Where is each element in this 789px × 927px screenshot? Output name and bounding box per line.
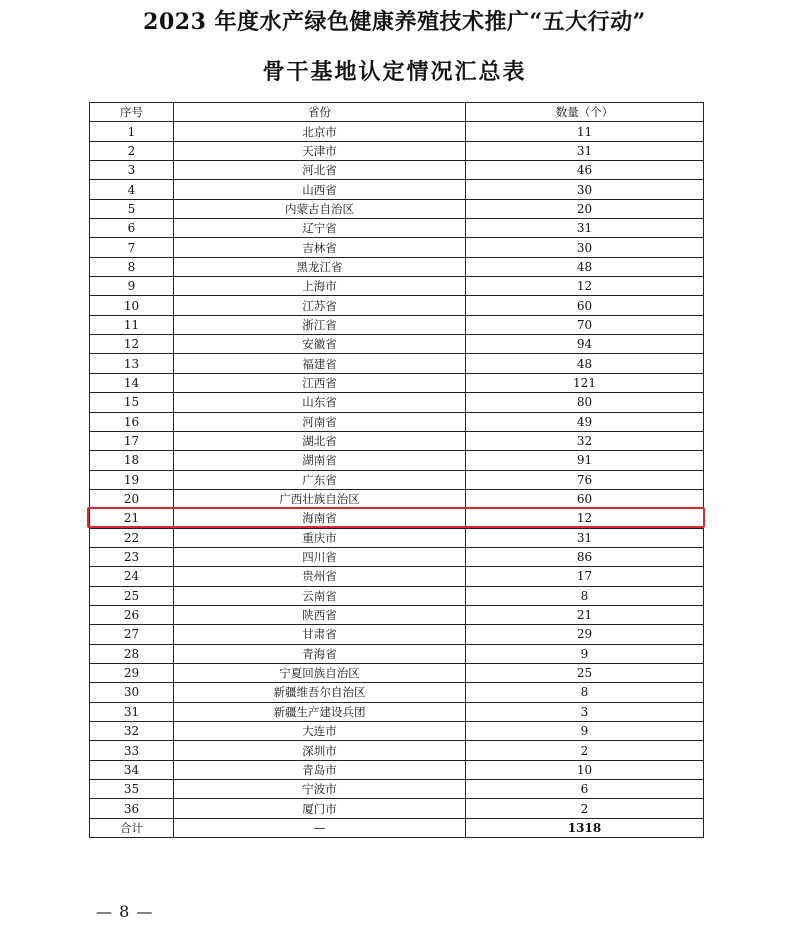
table-row [90,412,704,431]
row-number-cell: 16 [90,412,174,431]
table-row [90,780,704,799]
table-row [90,393,704,412]
count-cell: 31 [466,219,704,238]
count-cell: 49 [466,412,704,431]
row-number-cell: 8 [90,257,174,276]
count-cell: 48 [466,257,704,276]
province-cell: 北京市 [174,122,466,141]
count-cell: 25 [466,663,704,682]
table-row [90,238,704,257]
row-number-cell: 2 [90,141,174,160]
province-cell: 辽宁省 [174,219,466,238]
table-row [90,277,704,296]
count-cell: 70 [466,315,704,334]
count-cell: 60 [466,489,704,508]
row-number-cell: 33 [90,741,174,760]
row-number-cell: 22 [90,528,174,547]
province-cell: 陕西省 [174,605,466,624]
row-number-cell: 10 [90,296,174,315]
table-row [90,663,704,682]
summary-table [89,102,704,838]
table-row [90,219,704,238]
table-row [90,586,704,605]
row-number-cell: 24 [90,567,174,586]
province-cell: 河南省 [174,412,466,431]
province-cell: 天津市 [174,141,466,160]
table-row [90,547,704,566]
row-number-cell: 35 [90,780,174,799]
province-cell: 大连市 [174,722,466,741]
table-row [90,257,704,276]
count-cell: 86 [466,547,704,566]
table-row [90,683,704,702]
table-row [90,470,704,489]
table-row [90,702,704,721]
page-number: — 8 — [96,902,154,921]
table-row [90,161,704,180]
row-number-cell: 32 [90,722,174,741]
province-cell: 深圳市 [174,741,466,760]
province-cell: 江西省 [174,373,466,392]
row-number-cell: 27 [90,625,174,644]
row-number-cell: 4 [90,180,174,199]
row-number-cell: 7 [90,238,174,257]
count-cell: 121 [466,373,704,392]
count-cell: 12 [466,509,704,528]
row-number-cell: 36 [90,799,174,818]
row-number-cell: 23 [90,547,174,566]
table-row [90,199,704,218]
count-cell: 9 [466,644,704,663]
table-total-row [90,818,704,837]
province-cell: 江苏省 [174,296,466,315]
province-cell: 上海市 [174,277,466,296]
table-row [90,489,704,508]
row-number-cell: 18 [90,451,174,470]
row-number-cell: 11 [90,315,174,334]
province-cell: 宁波市 [174,780,466,799]
total-province: — [174,818,466,837]
province-cell: 吉林省 [174,238,466,257]
count-cell: 11 [466,122,704,141]
table-row [90,141,704,160]
province-cell: 内蒙古自治区 [174,199,466,218]
table-row [90,722,704,741]
count-cell: 91 [466,451,704,470]
row-number-cell: 26 [90,605,174,624]
count-cell: 8 [466,586,704,605]
table-row [90,451,704,470]
province-cell: 甘肃省 [174,625,466,644]
header-no: 序号 [90,103,174,122]
row-number-cell: 13 [90,354,174,373]
count-cell: 48 [466,354,704,373]
count-cell: 29 [466,625,704,644]
header-count: 数量（个） [466,103,704,122]
row-number-cell: 9 [90,277,174,296]
table-row [90,180,704,199]
row-number-cell: 14 [90,373,174,392]
row-number-cell: 21 [90,509,174,528]
row-number-cell: 31 [90,702,174,721]
count-cell: 9 [466,722,704,741]
document-title-line2: 骨干基地认定情况汇总表 [262,59,527,85]
province-cell: 福建省 [174,354,466,373]
row-number-cell: 3 [90,161,174,180]
province-cell: 湖南省 [174,451,466,470]
count-cell: 94 [466,335,704,354]
table-row [90,431,704,450]
row-number-cell: 29 [90,663,174,682]
count-cell: 31 [466,141,704,160]
table-row [90,528,704,547]
count-cell: 20 [466,199,704,218]
province-cell: 山东省 [174,393,466,412]
province-cell: 新疆生产建设兵团 [174,702,466,721]
province-cell: 贵州省 [174,567,466,586]
count-cell: 32 [466,431,704,450]
count-cell: 2 [466,741,704,760]
province-cell: 湖北省 [174,431,466,450]
count-cell: 12 [466,277,704,296]
row-number-cell: 25 [90,586,174,605]
table-row [90,625,704,644]
province-cell: 海南省 [174,509,466,528]
province-cell: 山西省 [174,180,466,199]
province-cell: 宁夏回族自治区 [174,663,466,682]
table-row [90,335,704,354]
row-number-cell: 19 [90,470,174,489]
table-row [90,354,704,373]
count-cell: 31 [466,528,704,547]
table-row [90,741,704,760]
table-header-row [90,103,704,122]
count-cell: 10 [466,760,704,779]
count-cell: 76 [466,470,704,489]
count-cell: 6 [466,780,704,799]
province-cell: 厦门市 [174,799,466,818]
document-title-line1: 2023 年度水产绿色健康养殖技术推广“五大行动” [143,9,646,35]
total-count: 1318 [466,818,704,837]
province-cell: 黑龙江省 [174,257,466,276]
table-row [90,799,704,818]
province-cell: 安徽省 [174,335,466,354]
province-cell: 广东省 [174,470,466,489]
table-row [90,644,704,663]
province-cell: 重庆市 [174,528,466,547]
table-row [90,315,704,334]
province-cell: 云南省 [174,586,466,605]
row-number-cell: 34 [90,760,174,779]
row-number-cell: 6 [90,219,174,238]
row-number-cell: 28 [90,644,174,663]
header-province: 省份 [174,103,466,122]
row-number-cell: 20 [90,489,174,508]
province-cell: 新疆维吾尔自治区 [174,683,466,702]
table-row [90,296,704,315]
table-row [90,509,704,528]
table-row [90,605,704,624]
row-number-cell: 17 [90,431,174,450]
province-cell: 青岛市 [174,760,466,779]
province-cell: 河北省 [174,161,466,180]
province-cell: 广西壮族自治区 [174,489,466,508]
province-cell: 青海省 [174,644,466,663]
count-cell: 60 [466,296,704,315]
count-cell: 46 [466,161,704,180]
table-row [90,567,704,586]
count-cell: 2 [466,799,704,818]
table-row [90,122,704,141]
row-number-cell: 15 [90,393,174,412]
count-cell: 8 [466,683,704,702]
count-cell: 80 [466,393,704,412]
count-cell: 21 [466,605,704,624]
row-number-cell: 30 [90,683,174,702]
row-number-cell: 5 [90,199,174,218]
count-cell: 30 [466,238,704,257]
row-number-cell: 1 [90,122,174,141]
row-number-cell: 12 [90,335,174,354]
province-cell: 浙江省 [174,315,466,334]
total-label: 合计 [90,818,174,837]
count-cell: 3 [466,702,704,721]
count-cell: 30 [466,180,704,199]
province-cell: 四川省 [174,547,466,566]
table-row [90,373,704,392]
table-row [90,760,704,779]
count-cell: 17 [466,567,704,586]
